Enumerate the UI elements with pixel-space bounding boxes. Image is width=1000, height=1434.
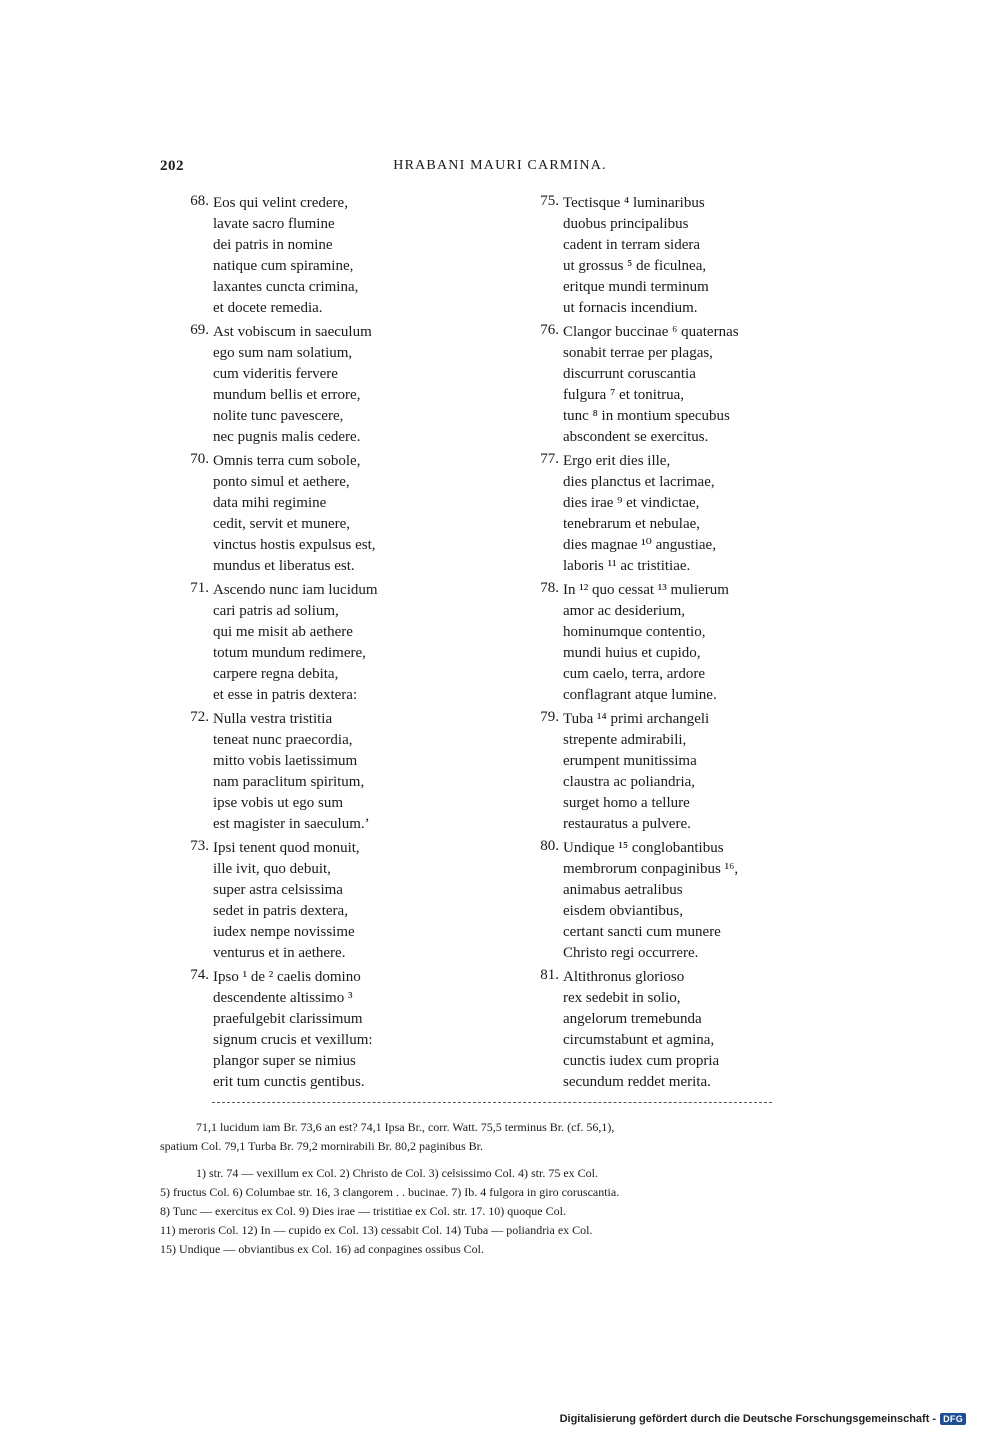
verse-line: amor ac desiderium, [563,603,686,619]
verse-line: secundum reddet merita. [563,1074,711,1090]
stanza-lines [213,193,472,319]
verse-line: Eos qui velint credere, [213,195,348,211]
verse-line: est magister in saeculum.’ [213,816,370,832]
stanza-number: 81. [540,967,559,983]
verse-line: ponto simul et aethere, [213,474,350,490]
left-column [172,193,472,1096]
verse-line: surget homo a tellure [563,795,690,811]
verse-line: mundi huius et cupido, [563,645,701,661]
verse-line: ille ivit, quo debuit, [213,861,331,877]
verse-line: dei patris in nomine [213,237,333,253]
stanza-lines [563,580,822,706]
verse-line: tunc ⁸ in montium specubus [563,408,730,424]
notes-section [160,1118,835,1259]
verse-line: Ipsi tenent quod monuit, [213,840,360,856]
stanza-number: 79. [540,709,559,725]
verse-line: tenebrarum et nebulae, [563,516,701,532]
stanza [172,580,472,706]
stanza-lines [563,322,822,448]
verse-line: strepente admirabili, [563,732,687,748]
verse-line: claustra ac poliandria, [563,774,696,790]
verse-line: Ast vobiscum in saeculum [213,324,372,340]
stanza [172,193,472,319]
stanza-number: 72. [190,709,209,725]
stanza-number: 73. [190,838,209,854]
verse-line: cedit, servit et munere, [213,516,351,532]
stanza [522,580,822,706]
verse-line: praefulgebit clarissimum [213,1011,363,1027]
verse-line: totum mundum redimere, [213,645,366,661]
stanza-number: 75. [540,193,559,209]
footer-credit [560,1413,966,1425]
verse-line: iudex nempe novissime [213,924,355,940]
verse-line: nam paraclitum spiritum, [213,774,365,790]
verse-line: dies irae ⁹ et vindictae, [563,495,700,511]
verse-line: venturus et in aethere. [213,945,346,961]
verse-line: vinctus hostis expulsus est, [213,537,376,553]
verse-line: et esse in patris dextera: [213,687,358,703]
stanza-number: 77. [540,451,559,467]
verse-line: In ¹² quo cessat ¹³ mulierum [563,582,729,598]
stanza-number: 71. [190,580,209,596]
verse-line: cum caelo, terra, ardore [563,666,705,682]
footnote-line: 1) str. 74 — vexillum ex Col. 2) Christo de Col. 3) celsissimo Col. 4) str. 75 ex Col. [196,1166,598,1180]
verse-line: descendente altissimo ³ [213,990,353,1006]
verse-line: hominumque contentio, [563,624,706,640]
stanza-number: 68. [190,193,209,209]
verse-line: Ipso ¹ de ² caelis domino [213,969,361,985]
footnote-line: 11) meroris Col. 12) In — cupido ex Col. 13) cessabit Col. 14) Tuba — poliandria ex Col. [160,1223,593,1237]
stanza [172,709,472,835]
verse-line: Omnis terra cum sobole, [213,453,361,469]
verse-line: cari patris ad solium, [213,603,339,619]
verse-line: conflagrant atque lumine. [563,687,717,703]
verse-line: ut grossus ⁵ de ficulnea, [563,258,707,274]
verse-line: Ergo erit dies ille, [563,453,671,469]
verse-line: data mihi regimine [213,495,327,511]
stanza-lines [213,451,472,577]
footnote-line: 15) Undique — obviantibus ex Col. 16) ad conpagines ossibus Col. [160,1242,484,1256]
verse-line: sonabit terrae per plagas, [563,345,713,361]
stanza-lines [563,967,822,1093]
dfg-logo: DFG [940,1413,966,1425]
stanza-lines [213,838,472,964]
verse-line: Undique ¹⁵ conglobantibus [563,840,724,856]
verse-line: cunctis iudex cum propria [563,1053,720,1069]
verse-line: signum crucis et vexillum: [213,1032,373,1048]
verse-line: erumpent munitissima [563,753,697,769]
verse-line: et docete remedia. [213,300,323,316]
verse-line: cadent in terram sidera [563,237,701,253]
stanza [522,967,822,1093]
footnote-line: 8) Tunc — exercitus ex Col. 9) Dies irae — tristitiae ex Col. str. 17. 10) quoque Col. [160,1204,566,1218]
verse-line: certant sancti cum munere [563,924,721,940]
verse-line: membrorum conpaginibus ¹⁶, [563,861,739,877]
verse-line: animabus aetralibus [563,882,683,898]
verse-line: teneat nunc praecordia, [213,732,353,748]
verse-line: dies planctus et lacrimae, [563,474,715,490]
stanza-lines [563,709,822,835]
stanza-number: 80. [540,838,559,854]
verse-line: carpere regna debita, [213,666,339,682]
verse-line: rex sedebit in solio, [563,990,681,1006]
verse-line: nec pugnis malis cedere. [213,429,361,445]
verse-line: natique cum spiramine, [213,258,354,274]
right-column [522,193,822,1096]
verse-line: circumstabunt et agmina, [563,1032,715,1048]
stanza [522,451,822,577]
running-title: HRABANI MAURI CARMINA. [393,158,607,173]
verse-line: erit tum cunctis gentibus. [213,1074,365,1090]
stanza [172,967,472,1093]
verse-line: ego sum nam solatium, [213,345,353,361]
verse-line: Altithronus glorioso [563,969,685,985]
stanza [522,838,822,964]
stanza-lines [563,838,822,964]
verse-line: eisdem obviantibus, [563,903,683,919]
stanza-lines [213,709,472,835]
verse-line: duobus principalibus [563,216,689,232]
verse-line: Nulla vestra tristitia [213,711,333,727]
verse-line: Christo regi occurrere. [563,945,699,961]
stanza [522,709,822,835]
verse-line: nolite tunc pavescere, [213,408,344,424]
stanza-number: 78. [540,580,559,596]
verse-line: lavate sacro flumine [213,216,335,232]
verse-line: mundum bellis et errore, [213,387,361,403]
verse-line: laxantes cuncta crimina, [213,279,359,295]
verse-line: Tectisque ⁴ luminaribus [563,195,705,211]
separator-rule [212,1102,772,1103]
stanza [172,838,472,964]
verse-line: ipse vobis ut ego sum [213,795,343,811]
verse-line: super astra celsissima [213,882,343,898]
verse-line: Ascendo nunc iam lucidum [213,582,378,598]
stanza [522,193,822,319]
verse-line: laboris ¹¹ ac tristitiae. [563,558,691,574]
verse-line: qui me misit ab aethere [213,624,353,640]
stanza-lines [213,580,472,706]
verse-line: ut fornacis incendium. [563,300,698,316]
verse-line: abscondent se exercitus. [563,429,709,445]
footnote-line: 5) fructus Col. 6) Columbae str. 16, 3 clangorem . . bucinae. 7) Ib. 4 fulgora in giro coruscantia. [160,1185,620,1199]
stanza-lines [213,967,472,1093]
stanza-lines [563,451,822,577]
stanza [172,451,472,577]
stanza-number: 76. [540,322,559,338]
verse-line: eritque mundi terminum [563,279,709,295]
page-number: 202 [160,158,184,174]
apparatus-line: spatium Col. 79,1 Turba Br. 79,2 mornirabili Br. 80,2 paginibus Br. [160,1139,484,1153]
apparatus-line: 71,1 lucidum iam Br. 73,6 an est? 74,1 Ipsa Br., corr. Watt. 75,5 terminus Br. (cf. 56,1), [196,1120,615,1134]
stanza [522,322,822,448]
stanza [172,322,472,448]
verse-line: plangor super se nimius [213,1053,356,1069]
verse-line: mundus et liberatus est. [213,558,355,574]
stanza-number: 70. [190,451,209,467]
verse-line: mitto vobis laetissimum [213,753,358,769]
verse-line: discurrunt coruscantia [563,366,696,382]
verse-line: restauratus a pulvere. [563,816,691,832]
stanza-number: 69. [190,322,209,338]
stanza-lines [213,322,472,448]
verse-line: angelorum tremebunda [563,1011,702,1027]
verse-line: fulgura ⁷ et tonitrua, [563,387,685,403]
verse-line: Tuba ¹⁴ primi archangeli [563,711,710,727]
verse-line: dies magnae ¹⁰ angustiae, [563,537,716,553]
verse-line: cum videritis fervere [213,366,338,382]
footer-text: Digitalisierung gefördert durch die Deutsche Forschungsgemeinschaft - [559,1413,937,1425]
verse-line: Clangor buccinae ⁶ quaternas [563,324,739,340]
stanza-lines [563,193,822,319]
verse-line: sedet in patris dextera, [213,903,348,919]
stanza-number: 74. [190,967,209,983]
